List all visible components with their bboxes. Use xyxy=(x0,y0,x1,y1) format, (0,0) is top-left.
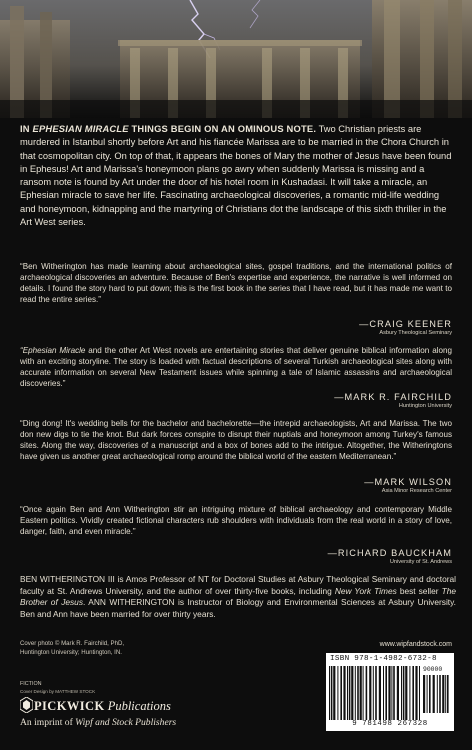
photo-credit-line-1: Cover photo © Mark R. Fairchild, PhD, xyxy=(20,640,125,647)
endorsement-fairchild xyxy=(20,346,452,389)
barcode-digits: 9 781498 267328 xyxy=(352,720,428,728)
attribution-wilson xyxy=(364,477,452,495)
photo-credit xyxy=(20,640,160,658)
endorsement-quote: and the other Art West novels are entertaining stories that deliver genuine biblical information along with an exciting storyline. The story is loaded with factual descriptions of several Turkish archaeological sites along with accurate information on several New Testament issues while spinning a tale of Islamic assassins and archaeological discoveries.” xyxy=(20,346,452,388)
endorsement-quote: “Ben Witherington has made learning about archaeological sites, gospel traditions, and the international politics of archaeological discoveries an adventure. Because of Ben's expertise and experience, the narrative is well informed on details. I found the story hard to put down; this is the first book in the series that I have read, but it has made me want to read the entire series.” xyxy=(20,262,452,304)
publisher-name-suffix: Publications xyxy=(104,699,171,713)
isbn-number: ISBN 978-1-4982-6732-8 xyxy=(330,655,437,663)
bio-text-2: best seller xyxy=(396,585,442,596)
publisher-name-main: PICKWICK xyxy=(34,699,105,713)
endorser-affiliation: Asia Minor Research Center xyxy=(381,487,452,494)
endorser-name: —MARK WILSON xyxy=(364,477,452,487)
endorser-affiliation: Asbury Theological Seminary xyxy=(379,329,452,336)
endorsement-wilson xyxy=(20,419,452,462)
endorsement-keener xyxy=(20,262,452,305)
intro-lead-prefix: IN xyxy=(20,124,33,134)
bio-nyt: New York Times xyxy=(334,585,397,596)
price-code: 90000 xyxy=(423,666,443,673)
endorsement-book-title: “Ephesian Miracle xyxy=(20,346,86,355)
attribution-keener xyxy=(359,319,452,337)
price-barcode-bars xyxy=(423,675,451,713)
publisher-website: www.wipfandstock.com xyxy=(379,641,452,648)
intro-lead-suffix: THINGS BEGIN ON AN OMINOUS NOTE. xyxy=(128,124,317,134)
endorser-name: —CRAIG KEENER xyxy=(359,319,452,329)
pickwick-logo-icon xyxy=(20,697,33,713)
publisher-imprint xyxy=(20,717,176,728)
bio-book-title: The Brother of Jesus xyxy=(20,585,456,607)
intro-lead xyxy=(20,124,316,134)
attribution-fairchild xyxy=(334,392,452,410)
bio-text-3: . ANN WITHERINGTON is Instructor of Biology and Environmental Sciences at Asbury University. Ben and Ann have been married for over thirty years. xyxy=(20,597,456,619)
intro-lead-title: EPHESIAN MIRACLE xyxy=(32,124,129,134)
publisher-name xyxy=(34,699,171,714)
intro-blurb xyxy=(20,123,456,229)
endorsement-quote: “Ding dong! It's wedding bells for the bachelor and bachelorette—the intrepid archaeologists, Art and Marissa. The two don new digs to tie the knot. But dark forces conspire to disrupt their nuptials and honeymoon among Turkey's famous sites. Along the way, discoveries of a manuscript and a box of bones add to the intrigue. Altogether, the Witheringtons have given us another great archaeological romp around the biblical world of the eastern Mediterranean.” xyxy=(20,419,452,461)
photo-credit-line-2: Huntington University; Huntington, IN. xyxy=(20,648,122,656)
category-label: FICTION xyxy=(20,681,42,687)
cover-photo-ruins xyxy=(0,0,472,118)
attribution-bauckham xyxy=(328,548,452,566)
ruins-illustration xyxy=(0,0,472,118)
publisher-logo xyxy=(20,697,33,717)
cover-designer-credit: Cover Design by MATTHEW STOCK xyxy=(20,689,96,694)
endorser-name: —RICHARD BAUCKHAM xyxy=(327,548,452,558)
author-bio xyxy=(20,574,456,620)
imprint-name: Wipf and Stock Publishers xyxy=(75,717,177,728)
endorser-affiliation: Huntington University xyxy=(398,402,452,409)
isbn-barcode xyxy=(326,653,454,731)
endorser-affiliation: University of St. Andrews xyxy=(389,558,452,565)
endorser-name: —MARK R. FAIRCHILD xyxy=(334,392,452,402)
endorsement-quote: “Once again Ben and Ann Witherington stir an intriguing mixture of biblical archaeology and contemporary Middle Eastern politics. Vividly created fictional characters rub shoulders with individuals from the real world in a story of love, danger, faith, and even miracle.” xyxy=(20,505,452,536)
barcode-bars xyxy=(329,666,421,720)
bio-text-1: BEN WITHERINGTON III is Amos Professor of NT for Doctoral Studies at Asbury Theological Seminary and doctoral faculty at St. Andrews University, and the author of over thirty-five books, including xyxy=(20,574,456,596)
endorsement-bauckham xyxy=(20,505,452,538)
intro-body: Two Christian priests are murdered in Istanbul shortly before Art and his fiancée Marissa are to be married in the Chora Church in that cosmopolitan city. On top of that, it appears the bones of Mary the mother of Jesus have been found in Ephesus! Art and Marissa's honeymoon plans go awry when suddenly Marissa is missing and a ransom note is found by Art under the door of his hotel room in Kushadasi. It will take a miracle, an Ephesian miracle to save her life. Fascinating archaeological discoveries, a romantic mid-life wedding and honeymoon, kidnapping and the martyring of Christians dot the landscape of this sixth thriller in the Art West series. xyxy=(20,124,452,227)
imprint-prefix: An imprint of xyxy=(20,717,76,728)
